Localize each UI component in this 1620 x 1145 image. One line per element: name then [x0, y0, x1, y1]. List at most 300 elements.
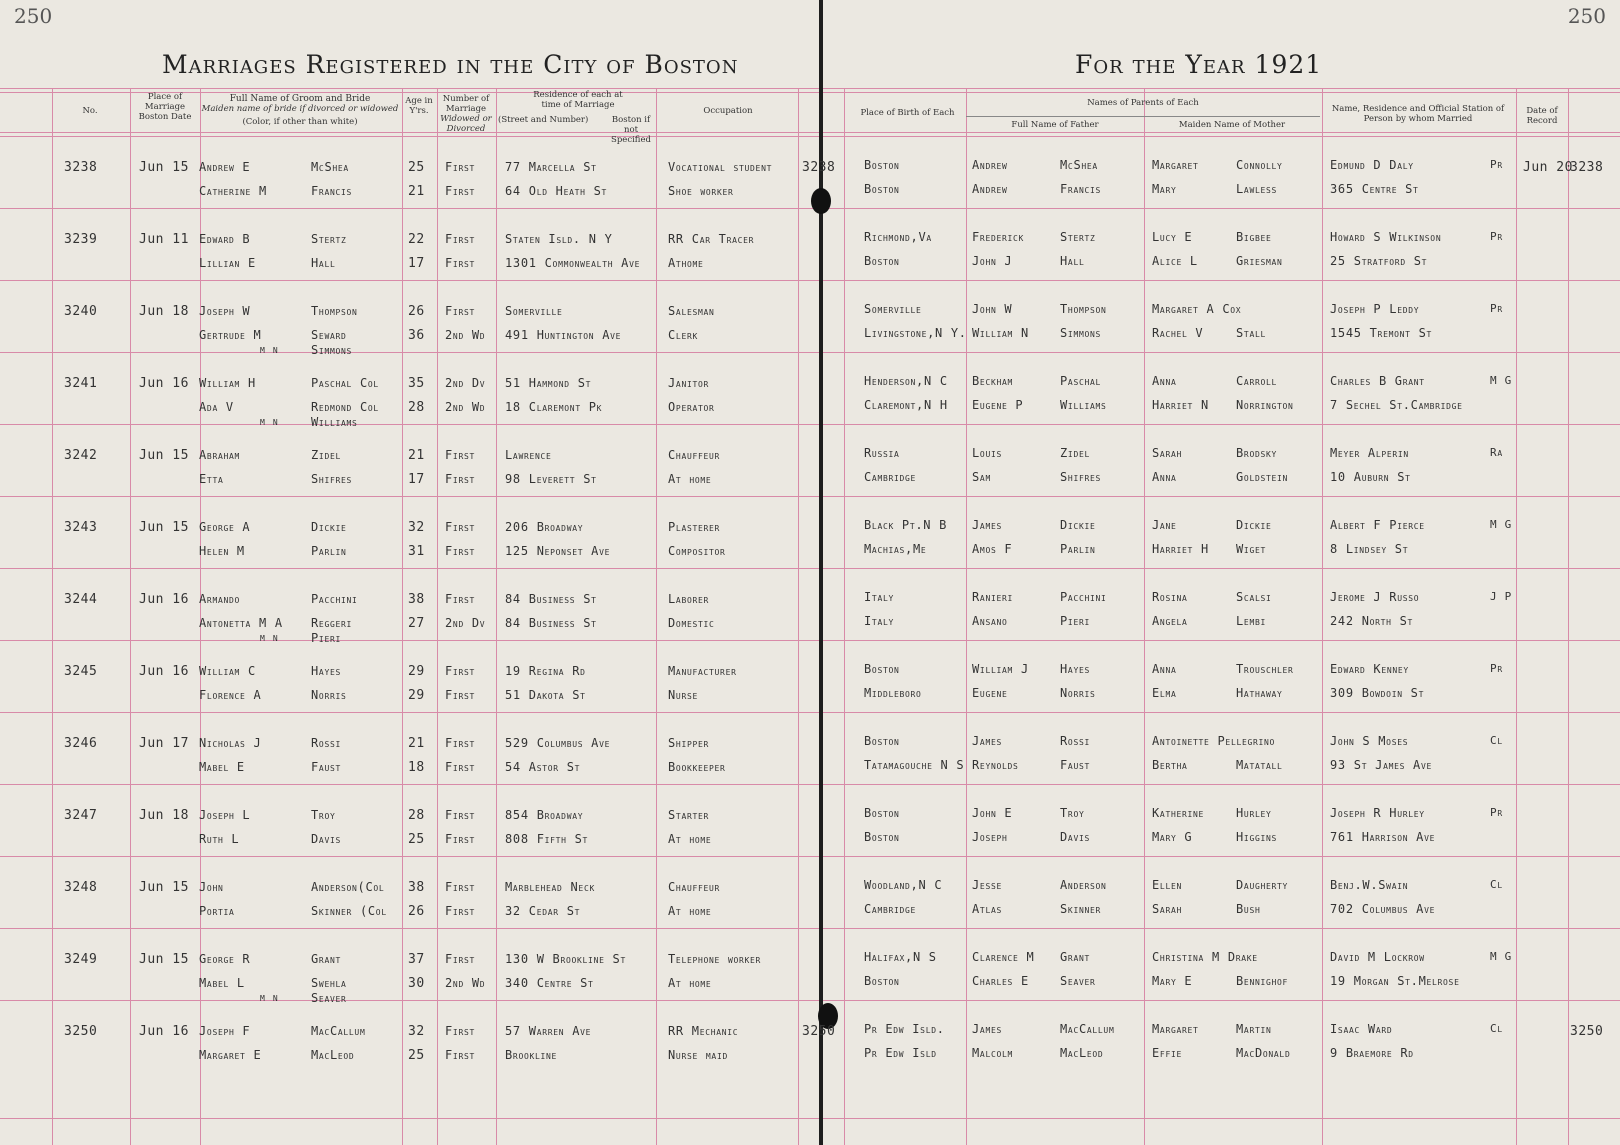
groom-age: 38	[408, 592, 425, 607]
marriage-date: Jun 18	[139, 304, 189, 319]
record-date: Jun 20	[1523, 160, 1573, 175]
groom-surname: Thompson	[311, 304, 358, 318]
header-parents: Names of Parents of Each	[1087, 98, 1199, 108]
header-residence-subs	[498, 115, 658, 145]
maiden-name-label: m n	[260, 343, 279, 356]
groom-birthplace: Boston	[864, 806, 900, 820]
header-residence-sub1: (Street and Number)	[498, 115, 589, 125]
bride-age: 17	[408, 472, 425, 487]
bride-surname: Skinner (Col	[311, 904, 387, 918]
bride-birthplace: Claremont,N H	[864, 398, 948, 412]
header-number-sub: Widowed or Divorced	[440, 114, 492, 134]
bride-marriage-number: 2nd Wd	[445, 328, 486, 342]
bride-residence: 491 Huntington Ave	[505, 328, 622, 342]
bride-occupation: Domestic	[668, 616, 715, 630]
groom-occupation: Chauffeur	[668, 880, 721, 894]
groom-marriage-number: 2nd Dv	[445, 376, 486, 390]
groom-marriage-number: First	[445, 304, 475, 318]
bride-marriage-number: 2nd Dv	[445, 616, 486, 630]
bride-father-surname: Seaver	[1060, 974, 1096, 988]
bride-mother-given: Rachel V	[1152, 326, 1204, 340]
marriage-date: Jun 16	[139, 664, 189, 679]
bride-given-name: Margaret E	[199, 1048, 262, 1062]
groom-residence: 84 Business St	[505, 592, 597, 606]
groom-birthplace: Italy	[864, 590, 894, 604]
bride-age: 25	[408, 832, 425, 847]
groom-occupation: Laborer	[668, 592, 710, 606]
bride-father-given: Ansano	[972, 614, 1008, 628]
officiant-address: 309 Bowdoin St	[1330, 686, 1425, 700]
bride-father-surname: Pieri	[1060, 614, 1090, 628]
groom-surname: MacCallum	[311, 1024, 366, 1038]
header-mother: Maiden Name of Mother	[1178, 120, 1286, 130]
groom-occupation: Vocational student	[668, 160, 773, 174]
bride-birthplace: Boston	[864, 254, 900, 268]
bride-father-given: Sam	[972, 470, 991, 484]
bride-birthplace: Livingstone,N Y.	[864, 326, 967, 340]
bride-residence: 808 Fifth St	[505, 832, 589, 846]
groom-birthplace: Halifax,N S	[864, 950, 937, 964]
officiant-name: Edward Kenney	[1330, 662, 1409, 676]
officiant-station: Cl	[1490, 878, 1503, 891]
bride-age: 26	[408, 904, 425, 919]
column-rule	[130, 88, 131, 1145]
officiant-station: Cl	[1490, 734, 1503, 747]
bride-father-given: William N	[972, 326, 1029, 340]
bride-father-given: Amos F	[972, 542, 1013, 556]
bride-given-name: Catherine M	[199, 184, 267, 198]
groom-age: 26	[408, 304, 425, 319]
groom-surname: Pacchini	[311, 592, 358, 606]
ruling-line	[0, 1000, 1620, 1001]
groom-residence: 19 Regina Rd	[505, 664, 586, 678]
bride-residence: 64 Old Heath St	[505, 184, 608, 198]
bride-age: 29	[408, 688, 425, 703]
column-rule	[1322, 88, 1323, 1145]
officiant-address: 1545 Tremont St	[1330, 326, 1433, 340]
register-year: For the Year 1921	[1075, 50, 1323, 79]
groom-mother-surname: Connolly	[1236, 158, 1283, 172]
groom-given-name: George R	[199, 952, 251, 966]
officiant-name: Charles B Grant	[1330, 374, 1425, 388]
officiant-address: 7 Sechel St.Cambridge	[1330, 398, 1463, 412]
record-number: 3248	[64, 880, 98, 895]
bride-birthplace: Middleboro	[864, 686, 922, 700]
bride-father-given: Atlas	[972, 902, 1002, 916]
officiant-station: Cl	[1490, 1022, 1503, 1035]
bride-given-name: Florence A	[199, 688, 262, 702]
page-number-right: 250	[1567, 4, 1606, 28]
groom-birthplace: Boston	[864, 734, 900, 748]
groom-father-surname: Dickie	[1060, 518, 1096, 532]
bride-father-surname: Hall	[1060, 254, 1085, 268]
bride-mother-given: Sarah	[1152, 902, 1182, 916]
groom-surname: Stertz	[311, 232, 347, 246]
marriage-date: Jun 16	[139, 376, 189, 391]
groom-mother-given: Rosina	[1152, 590, 1188, 604]
groom-father-surname: Grant	[1060, 950, 1090, 964]
bride-given-name: Mabel L	[199, 976, 245, 990]
parents-divider	[966, 116, 1320, 117]
groom-birthplace: Richmond,Va	[864, 230, 932, 244]
officiant-name: Howard S Wilkinson	[1330, 230, 1442, 244]
record-number: 3250	[64, 1024, 98, 1039]
officiant-station: Ra	[1490, 446, 1503, 459]
groom-father-given: Louis	[972, 446, 1002, 460]
marriage-date: Jun 11	[139, 232, 189, 247]
maiden-name: Williams	[311, 415, 358, 429]
header-name-sub2: (Color, if other than white)	[242, 117, 358, 127]
bride-occupation: Nurse maid	[668, 1048, 728, 1062]
groom-mother-surname: Scalsi	[1236, 590, 1272, 604]
ruling-line	[0, 568, 1620, 569]
groom-residence: Marblehead Neck	[505, 880, 595, 894]
bride-father-surname: Faust	[1060, 758, 1090, 772]
officiant-station: Pr	[1490, 158, 1503, 171]
bride-mother-surname: MacDonald	[1236, 1046, 1291, 1060]
marriage-date: Jun 17	[139, 736, 189, 751]
bride-age: 27	[408, 616, 425, 631]
bride-residence: 54 Astor St	[505, 760, 581, 774]
groom-occupation: Shipper	[668, 736, 710, 750]
bride-mother-surname: Bush	[1236, 902, 1261, 916]
groom-residence: 51 Hammond St	[505, 376, 592, 390]
bride-father-surname: Williams	[1060, 398, 1107, 412]
bride-father-surname: Norris	[1060, 686, 1096, 700]
groom-mother-given: Katherine	[1152, 806, 1205, 820]
groom-father-surname: Hayes	[1060, 662, 1090, 676]
bride-marriage-number: First	[445, 184, 475, 198]
groom-given-name: Nicholas J	[199, 736, 262, 750]
bride-mother-given: Mary	[1152, 182, 1177, 196]
bride-surname: Davis	[311, 832, 341, 846]
bride-birthplace: Tatamagouche N S	[864, 758, 965, 772]
officiant-name: John S Moses	[1330, 734, 1409, 748]
bride-occupation: Bookkeeper	[668, 760, 726, 774]
groom-marriage-number: First	[445, 592, 475, 606]
bride-marriage-number: 2nd Wd	[445, 976, 486, 990]
groom-father-given: James	[972, 734, 1002, 748]
groom-mother-surname: Carroll	[1236, 374, 1278, 388]
maiden-name: Simmons	[311, 343, 353, 357]
marriage-date: Jun 15	[139, 520, 189, 535]
groom-age: 28	[408, 808, 425, 823]
header-officiant: Name, Residence and Official Station of Person by whom Married	[1331, 104, 1505, 124]
bride-surname: Redmond Col	[311, 400, 379, 414]
bride-mother-surname: Norrington	[1236, 398, 1294, 412]
groom-surname: Rossi	[311, 736, 341, 750]
bride-father-given: Charles E	[972, 974, 1029, 988]
groom-age: 37	[408, 952, 425, 967]
groom-given-name: George A	[199, 520, 251, 534]
bride-birthplace: Machias,Me	[864, 542, 927, 556]
bride-father-surname: Simmons	[1060, 326, 1102, 340]
marriage-date: Jun 16	[139, 592, 189, 607]
bride-marriage-number: First	[445, 760, 475, 774]
officiant-address: 702 Columbus Ave	[1330, 902, 1436, 916]
groom-given-name: William C	[199, 664, 256, 678]
bride-given-name: Ruth L	[199, 832, 240, 846]
groom-marriage-number: First	[445, 880, 475, 894]
groom-mother-surname: Daugherty	[1236, 878, 1289, 892]
bride-occupation: At home	[668, 904, 712, 918]
bride-mother-surname: Bennighof	[1236, 974, 1289, 988]
groom-given-name: Joseph W	[199, 304, 251, 318]
bride-occupation: Athome	[668, 256, 704, 270]
groom-father-surname: Anderson	[1060, 878, 1107, 892]
maiden-name-label: m n	[260, 415, 279, 428]
marriage-date: Jun 15	[139, 952, 189, 967]
bride-birthplace: Italy	[864, 614, 894, 628]
groom-surname: Dickie	[311, 520, 347, 534]
groom-birthplace: Woodland,N C	[864, 878, 943, 892]
column-rule	[844, 88, 845, 1145]
groom-mother-given: Margaret A Cox	[1152, 302, 1242, 316]
groom-father-given: Andrew	[972, 158, 1008, 172]
groom-residence: 854 Broadway	[505, 808, 584, 822]
column-rule	[966, 88, 967, 1145]
bride-marriage-number: First	[445, 832, 475, 846]
groom-mother-given: Lucy E	[1152, 230, 1193, 244]
bride-father-surname: MacLeod	[1060, 1046, 1104, 1060]
groom-surname: Troy	[311, 808, 336, 822]
officiant-address: 9 Braemore Rd	[1330, 1046, 1414, 1060]
bride-occupation: Shoe worker	[668, 184, 734, 198]
officiant-address: 761 Harrison Ave	[1330, 830, 1436, 844]
bride-father-surname: Skinner	[1060, 902, 1102, 916]
bride-surname: Swehla	[311, 976, 347, 990]
bride-mother-given: Mary G	[1152, 830, 1193, 844]
bride-mother-given: Angela	[1152, 614, 1188, 628]
margin-record-number: 3250	[802, 1024, 836, 1039]
bride-surname: Shifres	[311, 472, 353, 486]
groom-birthplace: Boston	[864, 662, 900, 676]
bride-residence: 1301 Commonwealth Ave	[505, 256, 641, 270]
groom-age: 32	[408, 520, 425, 535]
header-age: Age in Y'rs.	[405, 96, 433, 116]
bride-marriage-number: First	[445, 1048, 475, 1062]
bride-mother-surname: Higgins	[1236, 830, 1278, 844]
groom-father-surname: Troy	[1060, 806, 1085, 820]
officiant-name: Joseph R Hurley	[1330, 806, 1425, 820]
officiant-address: 25 Stratford St	[1330, 254, 1428, 268]
groom-father-given: John W	[972, 302, 1013, 316]
marriage-date: Jun 15	[139, 160, 189, 175]
groom-mother-given: Ellen	[1152, 878, 1182, 892]
ruling-line	[0, 92, 1620, 93]
maiden-name: Seaver	[311, 991, 347, 1005]
groom-surname: Grant	[311, 952, 341, 966]
groom-father-given: James	[972, 1022, 1002, 1036]
marriage-date: Jun 15	[139, 880, 189, 895]
groom-father-given: Ranieri	[972, 590, 1014, 604]
groom-mother-given: Anna	[1152, 662, 1177, 676]
bride-mother-given: Harriet H	[1152, 542, 1209, 556]
officiant-station: Pr	[1490, 806, 1503, 819]
officiant-station: Pr	[1490, 230, 1503, 243]
ruling-line	[0, 88, 1620, 89]
column-rule	[1568, 88, 1569, 1145]
bride-marriage-number: 2nd Wd	[445, 400, 486, 414]
groom-marriage-number: First	[445, 736, 475, 750]
officiant-name: Jerome J Russo	[1330, 590, 1420, 604]
officiant-name: Benj.W.Swain	[1330, 878, 1409, 892]
bride-father-given: Eugene P	[972, 398, 1024, 412]
bride-mother-given: Alice L	[1152, 254, 1198, 268]
officiant-name: Isaac Ward	[1330, 1022, 1393, 1036]
groom-father-surname: Thompson	[1060, 302, 1107, 316]
officiant-station: M G	[1490, 374, 1512, 387]
groom-father-given: Beckham	[972, 374, 1014, 388]
bride-birthplace: Pr Edw Isld	[864, 1046, 937, 1060]
groom-mother-given: Sarah	[1152, 446, 1182, 460]
bride-mother-given: Anna	[1152, 470, 1177, 484]
ruling-line	[0, 496, 1620, 497]
bride-father-surname: Parlin	[1060, 542, 1096, 556]
bride-mother-surname: Wiget	[1236, 542, 1266, 556]
record-date-number: 3250	[1570, 1024, 1604, 1039]
bride-marriage-number: First	[445, 904, 475, 918]
record-number: 3239	[64, 232, 98, 247]
groom-age: 35	[408, 376, 425, 391]
bride-mother-surname: Lawless	[1236, 182, 1278, 196]
bride-occupation: At home	[668, 976, 712, 990]
column-rule	[656, 88, 657, 1145]
groom-mother-surname: Dickie	[1236, 518, 1272, 532]
groom-father-surname: McShea	[1060, 158, 1098, 172]
groom-residence: 206 Broadway	[505, 520, 584, 534]
groom-marriage-number: First	[445, 664, 475, 678]
column-rule	[52, 88, 53, 1145]
groom-occupation: Janitor	[668, 376, 710, 390]
groom-surname: Hayes	[311, 664, 341, 678]
bride-birthplace: Boston	[864, 830, 900, 844]
bride-father-given: John J	[972, 254, 1013, 268]
groom-age: 25	[408, 160, 425, 175]
groom-given-name: Armando	[199, 592, 241, 606]
groom-marriage-number: First	[445, 808, 475, 822]
groom-occupation: RR Mechanic	[668, 1024, 739, 1038]
groom-surname: Anderson(Col	[311, 880, 385, 894]
maiden-name-label: m n	[260, 991, 279, 1004]
record-number: 3238	[64, 160, 98, 175]
groom-father-given: James	[972, 518, 1002, 532]
groom-father-surname: MacCallum	[1060, 1022, 1115, 1036]
bride-residence: 84 Business St	[505, 616, 597, 630]
bride-marriage-number: First	[445, 256, 475, 270]
groom-mother-given: Margaret	[1152, 1022, 1199, 1036]
groom-mother-surname: Bigbee	[1236, 230, 1272, 244]
groom-residence: Staten Isld. N Y	[505, 232, 613, 246]
ruling-line	[0, 928, 1620, 929]
bride-marriage-number: First	[445, 688, 475, 702]
bride-marriage-number: First	[445, 544, 475, 558]
bride-residence: 125 Neponset Ave	[505, 544, 611, 558]
header-record-date: Date of Record	[1526, 106, 1558, 126]
binding-hole	[811, 188, 831, 214]
groom-mother-surname: Hurley	[1236, 806, 1272, 820]
officiant-address: 10 Auburn St	[1330, 470, 1411, 484]
groom-occupation: Starter	[668, 808, 710, 822]
groom-birthplace: Somerville	[864, 302, 922, 316]
ruling-line	[0, 280, 1620, 281]
bride-surname: Reggeri	[311, 616, 353, 630]
ruling-line	[0, 712, 1620, 713]
groom-marriage-number: First	[445, 1024, 475, 1038]
marriage-date: Jun 16	[139, 1024, 189, 1039]
groom-given-name: Abraham	[199, 448, 241, 462]
bride-given-name: Antonetta M A	[199, 616, 283, 630]
officiant-address: 8 Lindsey St	[1330, 542, 1409, 556]
groom-mother-given: Anna	[1152, 374, 1177, 388]
groom-residence: 529 Columbus Ave	[505, 736, 611, 750]
groom-mother-given: Jane	[1152, 518, 1177, 532]
groom-marriage-number: First	[445, 160, 475, 174]
bride-father-surname: Shifres	[1060, 470, 1102, 484]
bride-father-given: Joseph	[972, 830, 1008, 844]
record-number: 3240	[64, 304, 98, 319]
header-date: Place of Marriage Boston Date	[138, 92, 192, 122]
groom-age: 21	[408, 448, 425, 463]
bride-surname: Francis	[311, 184, 353, 198]
bride-surname: Parlin	[311, 544, 347, 558]
maiden-name-label: m n	[260, 631, 279, 644]
groom-surname: McShea	[311, 160, 349, 174]
bride-given-name: Lillian E	[199, 256, 256, 270]
groom-birthplace: Russia	[864, 446, 900, 460]
bride-residence: 18 Claremont Pk	[505, 400, 603, 414]
bride-occupation: Operator	[668, 400, 715, 414]
bride-surname: Faust	[311, 760, 341, 774]
groom-occupation: Salesman	[668, 304, 715, 318]
bride-mother-surname: Matatall	[1236, 758, 1283, 772]
bride-given-name: Portia	[199, 904, 235, 918]
officiant-station: Pr	[1490, 662, 1503, 675]
header-father: Full Name of Father	[1011, 120, 1099, 130]
bride-age: 36	[408, 328, 425, 343]
column-rule	[798, 88, 799, 1145]
margin-record-number: 3238	[802, 160, 836, 175]
bride-father-surname: Francis	[1060, 182, 1102, 196]
groom-birthplace: Boston	[864, 158, 900, 172]
groom-occupation: Manufacturer	[668, 664, 737, 678]
groom-age: 38	[408, 880, 425, 895]
officiant-name: David M Lockrow	[1330, 950, 1425, 964]
officiant-name: Joseph P Leddy	[1330, 302, 1420, 316]
bride-birthplace: Cambridge	[864, 902, 917, 916]
header-number	[437, 94, 495, 134]
groom-residence: 57 Warren Ave	[505, 1024, 592, 1038]
bride-surname: Hall	[311, 256, 336, 270]
groom-father-given: William J	[972, 662, 1029, 676]
groom-surname: Zidel	[311, 448, 341, 462]
record-number: 3244	[64, 592, 98, 607]
officiant-name: Edmund D Daly	[1330, 158, 1414, 172]
bride-occupation: Nurse	[668, 688, 698, 702]
record-number: 3247	[64, 808, 98, 823]
header-name-sub1: Maiden name of bride if divorced or widowed	[201, 104, 399, 114]
bride-mother-given: Elma	[1152, 686, 1177, 700]
groom-given-name: William H	[199, 376, 256, 390]
groom-father-surname: Pacchini	[1060, 590, 1107, 604]
groom-father-surname: Stertz	[1060, 230, 1096, 244]
bride-age: 30	[408, 976, 425, 991]
groom-marriage-number: First	[445, 232, 475, 246]
groom-given-name: John	[199, 880, 224, 894]
groom-mother-given: Christina M Drake	[1152, 950, 1258, 964]
groom-father-surname: Paschal	[1060, 374, 1102, 388]
bride-father-given: Eugene	[972, 686, 1008, 700]
